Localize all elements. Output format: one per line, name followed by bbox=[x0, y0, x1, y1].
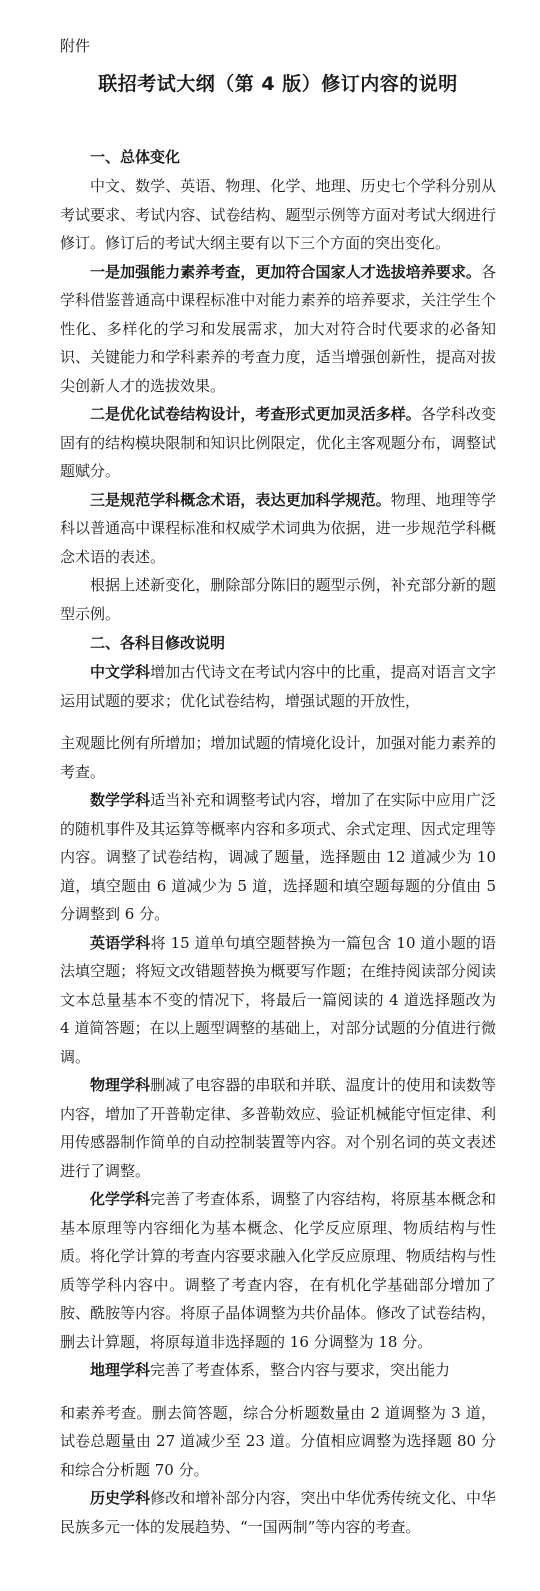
chinese-paragraph-continued bbox=[60, 729, 496, 786]
english-lead: 英语学科 bbox=[90, 933, 151, 952]
point2-body: 各学科改变固有的结构模块限制和知识比例限定，优化主客观题分布，调整试题赋分。 bbox=[60, 405, 496, 480]
geography-body-part2: 和素养考查。删去简答题，综合分析题数量由 2 道调整为 3 道，试卷总题量由 27 道减少至 23 道。分值相应调整为选择题 80 分和综合分析题 70 分。 bbox=[60, 1403, 496, 1479]
chinese-body-part2: 主观题比例有所增加；增加试题的情境化设计，加强对能力素养的考查。 bbox=[60, 734, 496, 781]
english-body: 将 15 道单句填空题替换为一篇包含 10 道小题的语法填空题；将短文改错题替换为概要写作题；在维持阅读部分阅读文本总量基本不变的情况下，将最后一篇阅读的 4 道选择题改为 4 道简答题；在以上题型调整的基础上，对部分试题的分值进行微调。 bbox=[60, 933, 496, 1066]
point3-body: 物理、地理等学科以普通高中课程标准和权威学术词典为依据，进一步规范学科概念术语的表述。 bbox=[60, 490, 496, 566]
point2-paragraph bbox=[60, 400, 496, 486]
math-lead: 数学学科 bbox=[90, 791, 151, 809]
geography-lead: 地理学科 bbox=[90, 1361, 151, 1379]
attachment-label: 附件 bbox=[60, 37, 91, 55]
section-heading-subjects: 二、各科目修改说明 bbox=[90, 634, 226, 652]
english-paragraph bbox=[60, 929, 496, 1072]
chemistry-paragraph bbox=[60, 1185, 496, 1356]
geography-paragraph bbox=[60, 1356, 496, 1385]
overall-intro-text: 中文、数学、英语、物理、化学、地理、历史七个学科分别从考试要求、考试内容、试卷结构、题型示例等方面对考试大纲进行修订。修订后的考试大纲主要有以下三个方面的突出变化。 bbox=[60, 177, 496, 252]
geography-body-part1: 完善了考查体系，整合内容与要求，突出能力 bbox=[150, 1361, 451, 1379]
point2-lead: 二是优化试卷结构设计，考查形式更加灵活多样。 bbox=[90, 405, 421, 423]
overall-intro-paragraph bbox=[60, 172, 496, 258]
point3-paragraph bbox=[60, 486, 496, 572]
page-break-gap bbox=[60, 715, 496, 729]
history-body: 修改和增补部分内容，突出中华优秀传统文化、中华民族多元一体的发展趋势、“一国两制”等内容的考查。 bbox=[60, 1489, 496, 1536]
math-body: 适当补充和调整考试内容，增加了在实际中应用广泛的随机事件及其运算等概率内容和多项式、余式定理、因式定理等内容。调整了试卷结构，调减了题量，选择题由 12 道减少为 10 道，填空题由 6 道减少为 5 道，选择题和填空题每题的分值由 5 分调整到 6 分。 bbox=[60, 791, 496, 923]
chemistry-body: 完善了考查体系，调整了内容结构，将原基本概念和基本原理等内容细化为基本概念、化学反应原理、物质结构与性质。将化学计算的考查内容要求融入化学反应原理、物质结构与性质等学科内容中。调整了考查内容，在有机化学基础部分增加了胺、酰胺等内容。将原子晶体调整为共价晶体。修改了试卷结构，删去计算题，将原每道非选择题的 16 分调整为 18 分。 bbox=[60, 1190, 496, 1351]
point1-lead: 一是加强能力素养考查，更加符合国家人才选拔培养要求。 bbox=[90, 262, 481, 281]
physics-lead: 物理学科 bbox=[90, 1076, 151, 1094]
section-heading-overall: 一、总体变化 bbox=[90, 148, 181, 166]
chinese-paragraph bbox=[60, 658, 496, 715]
point1-body: 各学科借鉴普通高中课程标准中对能力素养的培养要求，关注学生个性化、多样化的学习和发展需求，加大对符合时代要求的必备知识、关键能力和学科素养的考查力度，适当增强创新性，提高对拔尖创新人才的选拔效果。 bbox=[60, 262, 496, 395]
history-lead: 历史学科 bbox=[90, 1489, 151, 1507]
physics-paragraph bbox=[60, 1071, 496, 1185]
geography-paragraph-continued bbox=[60, 1399, 496, 1485]
physics-body: 删减了电容器的串联和并联、温度计的使用和读数等内容，增加了开普勒定律、多普勒效应、验证机械能守恒定律、利用传感器制作简单的自动控制装置等内容。对个别名词的英文表述进行了调整。 bbox=[60, 1076, 496, 1180]
chinese-lead: 中文学科 bbox=[90, 663, 151, 681]
point1-paragraph bbox=[60, 258, 496, 401]
document-title: 联招考试大纲（第 4 版）修订内容的说明 bbox=[98, 73, 458, 95]
overall-conclusion-text: 根据上述新变化，删除部分陈旧的题型示例，补充部分新的题型示例。 bbox=[60, 576, 496, 623]
math-paragraph bbox=[60, 786, 496, 929]
chemistry-lead: 化学学科 bbox=[90, 1190, 151, 1208]
page-break-gap-2 bbox=[60, 1385, 496, 1399]
overall-conclusion-paragraph bbox=[60, 571, 496, 628]
history-paragraph bbox=[60, 1484, 496, 1541]
point3-lead: 三是规范学科概念术语，表达更加科学规范。 bbox=[90, 490, 391, 509]
chinese-body-part1: 增加古代诗文在考试内容中的比重，提高对语言文字运用试题的要求；优化试卷结构，增强试题的开放性， bbox=[60, 663, 496, 710]
